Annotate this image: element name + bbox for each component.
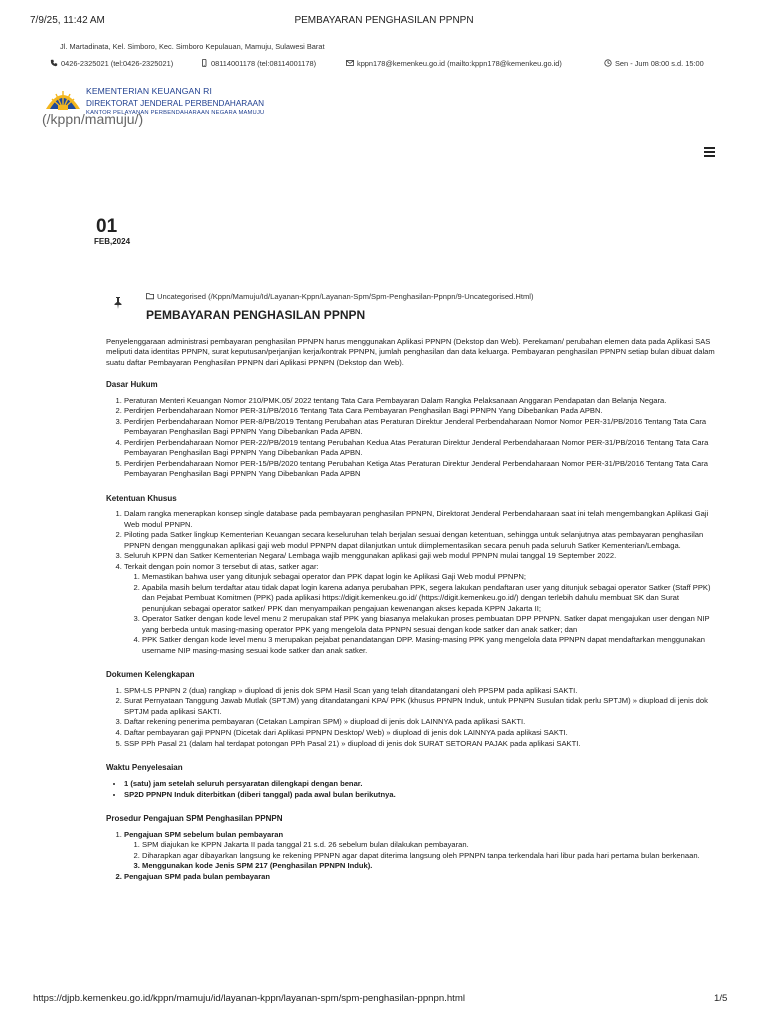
address-text: Jl. Martadinata, Kel. Simboro, Kec. Simboro Kepulauan, Mamuju, Sulawesi Barat bbox=[60, 42, 325, 51]
waktu-heading: Waktu Penyelesaian bbox=[106, 763, 183, 773]
office-name: KANTOR PELAYANAN PERBENDAHARAAN NEGARA MAMUJU bbox=[86, 109, 265, 116]
print-title: PEMBAYARAN PENGHASILAN PPNPN bbox=[294, 15, 474, 26]
list-item: 2. Surat Pernyataan Tanggung Jawab Mutlak (SPTJM) yang ditandatangani KPA/ PPK (khusus PPNPN Induk, untuk PPNPN Susulan tidak perlu SPTJM) » diupload di jenis dok SPTJM pada aplikasi SAKTI. bbox=[124, 696, 716, 717]
prosedur-heading: Prosedur Pengajuan SPM Penghasilan PPNPN bbox=[106, 813, 283, 823]
ketentuan-khusus-heading: Ketentuan Khusus bbox=[106, 493, 177, 503]
office-hours bbox=[604, 59, 704, 69]
list-item bbox=[124, 830, 716, 872]
prosedur-sub-list bbox=[124, 840, 716, 872]
sub-list-item: 1. SPM diajukan ke KPPN Jakarta II pada tanggal 21 s.d. 26 sebelum bulan dilakukan pembayaran. bbox=[142, 840, 716, 850]
list-item: 1. SPM-LS PPNPN 2 (dua) rangkap » diupload di jenis dok SPM Hasil Scan yang telah ditandatangani oleh PPSPM pada aplikasi SAKTI. bbox=[124, 686, 716, 696]
list-item: • SP2D PPNPN Induk diterbitkan (diberi tanggal) pada awal bulan berikutnya. bbox=[124, 790, 716, 800]
list-item: 3. Seluruh KPPN dan Satker Kementerian Negara/ Lembaga wajib menggunakan aplikasi gaji web modul PPNPN mulai tanggal 19 September 2022. bbox=[124, 551, 716, 561]
email-link[interactable] bbox=[346, 59, 562, 69]
list-item: 2. Perdirjen Perbendaharaan Nomor PER-31/PB/2016 Tentang Tata Cara Pembayaran Penghasilan Bagi PPNPN Yang Dibebankan Pada APBN. bbox=[124, 406, 716, 416]
mobile-icon bbox=[200, 59, 208, 67]
list-item-text: Pengajuan SPM sebelum bulan pembayaran bbox=[124, 829, 284, 839]
waktu-list bbox=[106, 779, 716, 800]
list-item: 2. Piloting pada Satker lingkup Kementerian Keuangan secara keseluruhan telah berjalan sesuai dengan ketentuan, sehingga untuk selanjutnya atas pembayaran penghasilan PPNPN dengan menggunakan aplikasi gaji web modul PPNPN dapat dilanjutkan untuk diimplementasikan secara penuh pada seluruh Satker Kementerian/Lembaga. bbox=[124, 530, 716, 551]
prosedur-list bbox=[106, 830, 716, 883]
list-item: 4. Daftar pembayaran gaji PPNPN (Dicetak dari Aplikasi PPNPN Desktop/ Web) » diupload di jenis dok LAINNYA pada aplikasi SAKTI. bbox=[124, 728, 716, 738]
pin-icon bbox=[113, 297, 123, 309]
sub-list-item: 3. Menggunakan kode Jenis SPM 217 (Penghasilan PPNPN Induk). bbox=[142, 861, 716, 871]
intro-paragraph: Penyelenggaraan administrasi pembayaran penghasilan PPNPN harus menggunakan Aplikasi PPNPN (Dekstop dan Web). Perekaman/ perubahan elemen data pada Aplikasi SAS meliputi data identitas PPNPN, surat keputusan/perjanjian kerja/kontrak PPNPN, jumlah penghasilan dan data keluarga. Pembayaran penghasilan PPNPN setiap bulan dibuat dalam suatu daftar Pembayaran Penghasilan PPNPN dari Aplikasi PPNPN (Dekstop dan Web). bbox=[106, 337, 715, 367]
folder-icon bbox=[146, 292, 154, 300]
sub-list-item: 2. Apabila masih belum terdaftar atau tidak dapat login karena adanya perubahan PPK, segera lakukan pendaftaran user yang ditunjuk sebagai operator Satker (Staff PPK) dan Pejabat Pembuat Komitmen (PPK) pada aplikasi https://digit.kemenkeu.go.id/ (https://digit.kemenkeu.go.id/) dengan terlebih dahulu membuat SK dan Surat penunjukan sebagai operator satker/ PPK dan menyampaikan pengajuan kewenangan akses kepada KPPN Jakarta II; bbox=[142, 583, 716, 614]
list-item: • 1 (satu) jam setelah seluruh persyaratan dilengkapi dengan benar. bbox=[124, 779, 716, 789]
ketentuan-sub-list bbox=[124, 572, 716, 656]
list-item-text: Terkait dengan poin nomor 3 tersebut di atas, satker agar: bbox=[124, 562, 319, 572]
list-item: 5. SSP PPh Pasal 21 (dalam hal terdapat potongan PPh Pasal 21) » diupload di jenis dok SURAT SETORAN PAJAK pada aplikasi SAKTI. bbox=[124, 739, 716, 749]
article-body bbox=[106, 337, 716, 892]
phone1-text: 0426-2325021 (tel:0426-2325021) bbox=[61, 59, 174, 68]
phone1-link[interactable] bbox=[50, 59, 173, 69]
list-item: 4. Perdirjen Perbendaharaan Nomor PER-22/PB/2019 tentang Perubahan Kedua Atas Peraturan Direktur Jenderal Perbendaharaan Nomor PER-31/PB/2016 Tentang Tata Cara Pembayaran Penghasilan Bagi PPNPN Yang Dibebankan Pada APBN. bbox=[124, 438, 716, 459]
list-item: 3. Perdirjen Perbendaharaan Nomor PER-8/PB/2019 Tentang Perubahan atas Peraturan Direktur Jenderal Perbendaharaan Nomor Nomor PER-31/PB/2016 Tentang Tata Cara Pembayaran Penghasilan Bagi PPNPN Yang Dibebankan Pada APBN. bbox=[124, 417, 716, 438]
page-title: PEMBAYARAN PENGHASILAN PPNPN bbox=[146, 308, 366, 322]
page-number: 1/5 bbox=[714, 993, 728, 1004]
category-text: Uncategorised (/Kppn/Mamuju/Id/Layanan-Kppn/Layanan-Spm/Spm-Penghasilan-Ppnpn/9-Uncategorised.Html) bbox=[157, 292, 534, 301]
directorate-name: DIREKTORAT JENDERAL PERBENDAHARAAN bbox=[86, 98, 265, 108]
email-text: kppn178@kemenkeu.go.id (mailto:kppn178@kemenkeu.go.id) bbox=[357, 59, 562, 68]
dasar-hukum-heading: Dasar Hukum bbox=[106, 379, 158, 389]
clock-icon bbox=[604, 59, 612, 67]
list-item: 1. Dalam rangka menerapkan konsep single database pada pembayaran penghasilan PPNPN, Direktorat Jenderal Perbendaharaan saat ini telah mengembangkan Aplikasi Gaji Web modul PPNPN. bbox=[124, 509, 716, 530]
list-item: 3. Daftar rekening penerima pembayaran (Cetakan Lampiran SPM) » diupload di jenis dok LAINNYA pada aplikasi SAKTI. bbox=[124, 717, 716, 727]
print-url: https://djpb.kemenkeu.go.id/kppn/mamuju/id/layanan-kppn/layanan-spm/spm-penghasilan-ppnpn.html bbox=[33, 993, 465, 1004]
kemenkeu-emblem-icon bbox=[44, 83, 82, 113]
sub-list-item: 4. PPK Satker dengan kode level menu 3 merupakan pejabat penandatangan DPP. Masing-masing PPK yang mengelola data PPNPN dapat mendaftarkan menggunakan username NIP masing-masing sesuai kode satker dan anak satker. bbox=[142, 635, 716, 656]
phone2-link[interactable] bbox=[200, 59, 316, 69]
post-day: 01 bbox=[96, 216, 118, 237]
phone-icon bbox=[50, 59, 58, 67]
dokumen-heading: Dokumen Kelengkapan bbox=[106, 669, 195, 679]
sub-list-item: 2. Diharapkan agar dibayarkan langsung ke rekening PPNPN agar dapat diterima langsung oleh PPNPN tanpa terkendala hari libur pada hari pertama bulan berkenaan. bbox=[142, 851, 716, 861]
hamburger-menu-icon[interactable] bbox=[704, 147, 715, 159]
dasar-hukum-list bbox=[106, 396, 716, 480]
ministry-name: KEMENTERIAN KEUANGAN RI bbox=[86, 86, 212, 96]
dokumen-list bbox=[106, 686, 716, 750]
ketentuan-khusus-list bbox=[106, 509, 716, 656]
sub-list-item: 3. Operator Satker dengan kode level menu 2 merupakan staf PPK yang biasanya melakukan proses pembuatan DPP PPNPN. Satker dapat mengajukan user dengan NIP yang berbeda untuk masing-masing operator PPK yang mengelola data PPNPN sesuai dengan kode satker dan anak satker; dan bbox=[142, 614, 716, 635]
home-link[interactable]: (/kppn/mamuju/) bbox=[42, 111, 144, 127]
envelope-icon bbox=[346, 59, 354, 67]
list-item: 5. Perdirjen Perbendaharaan Nomor PER-15/PB/2020 tentang Perubahan Ketiga Atas Peraturan Direktur Jenderal Perbendaharaan Nomor PER-31/PB/2016 Tentang Tata Cara Pembayaran Penghasilan Bagi PPNPN Yang Dibebankan Pada APBN bbox=[124, 459, 716, 480]
list-item: 1. Peraturan Menteri Keuangan Nomor 210/PMK.05/ 2022 tentang Tata Cara Pembayaran Dalam Rangka Pelaksanaan Anggaran Pendapatan dan Belanja Negara. bbox=[124, 396, 716, 406]
category-link[interactable] bbox=[146, 292, 534, 302]
print-datetime: 7/9/25, 11:42 AM bbox=[30, 15, 105, 26]
sub-list-item: 1. Memastikan bahwa user yang ditunjuk sebagai operator dan PPK dapat login ke Aplikasi Gaji Web modul PPNPN; bbox=[142, 572, 716, 582]
phone2-text: 08114001178 (tel:08114001178) bbox=[211, 59, 317, 68]
hours-text: Sen - Jum 08:00 s.d. 15:00 bbox=[615, 59, 704, 68]
list-item bbox=[124, 562, 716, 656]
post-month-year: FEB,2024 bbox=[94, 237, 131, 246]
list-item: 2. Pengajuan SPM pada bulan pembayaran bbox=[124, 872, 716, 882]
